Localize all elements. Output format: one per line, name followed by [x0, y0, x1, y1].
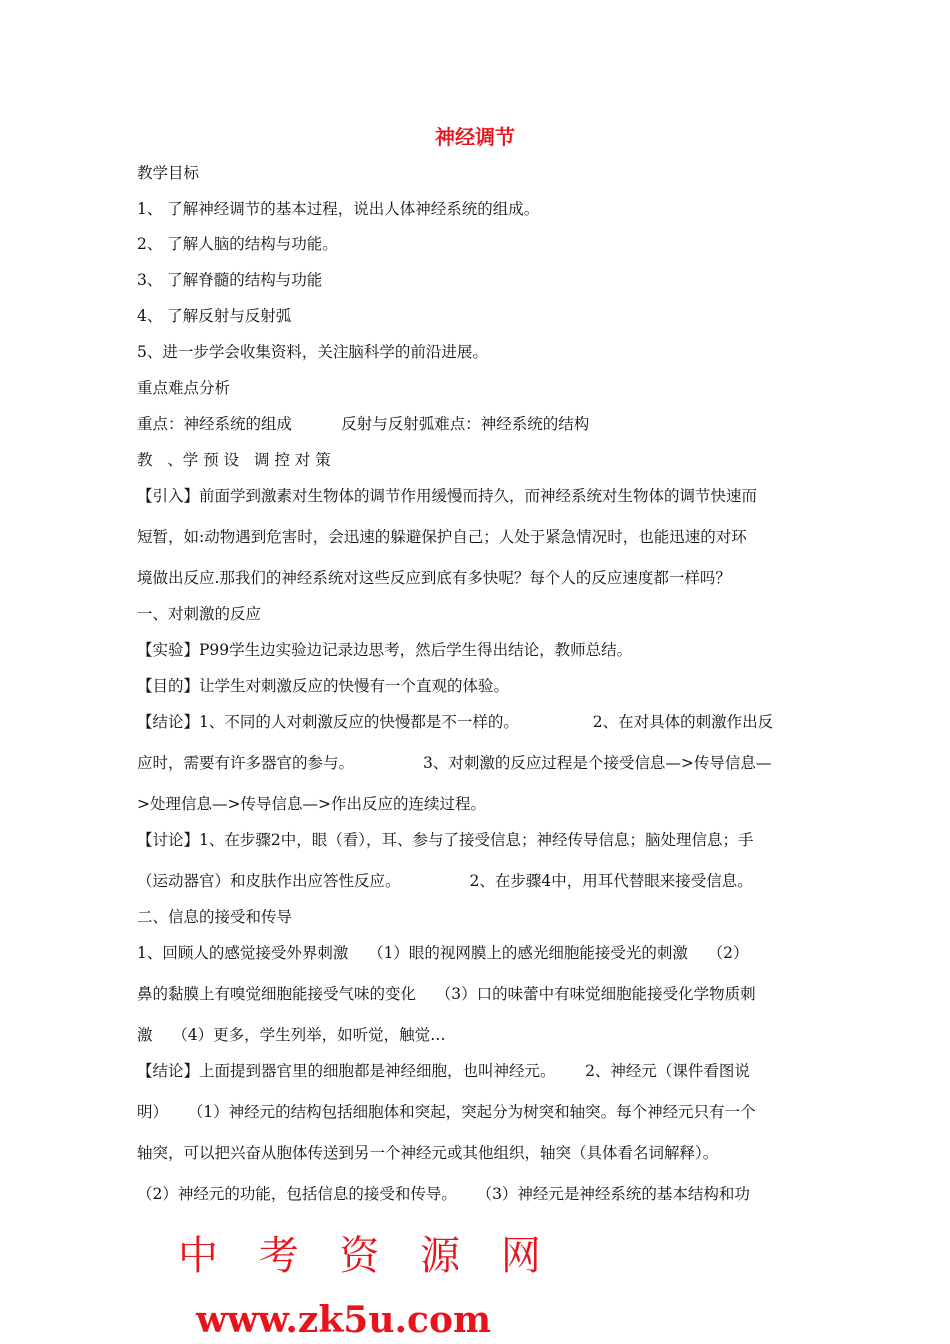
text-line: 重点：神经系统的组成 反射与反射弧难点：神经系统的结构 — [137, 415, 590, 433]
text-line: 教学目标 — [137, 164, 200, 182]
text-line: 3、 了解脊髓的结构与功能 — [137, 271, 323, 289]
text-line: 激 （4）更多，学生列举，如听觉，触觉… — [137, 1026, 446, 1044]
text-line: 短暂，如:动物遇到危害时，会迅速的躲避保护自己；人处于紧急情况时，也能迅速的对环 — [137, 528, 747, 546]
text-line: 【目的】让学生对刺激反应的快慢有一个直观的体验。 — [137, 677, 510, 695]
text-line: 4、 了解反射与反射弧 — [137, 307, 292, 325]
text-line: 【引入】前面学到激素对生物体的调节作用缓慢而持久，而神经系统对生物体的调节快速而 — [137, 487, 758, 505]
text-line: >处理信息—>传导信息—>作出反应的连续过程。 — [137, 795, 486, 813]
text-line: 二、信息的接受和传导 — [137, 908, 293, 926]
watermark-name: 中 考 资 源 网 — [178, 1233, 555, 1279]
text-line: 1、回顾人的感觉接受外界刺激 （1）眼的视网膜上的感光细胞能接受光的刺激 （2） — [137, 944, 749, 962]
text-line: （运动器官）和皮肤作出应答性反应。 2、在步骤4中，用耳代替眼来接受信息。 — [137, 872, 753, 890]
text-line: 一、对刺激的反应 — [137, 605, 262, 623]
text-line: 【结论】1、不同的人对刺激反应的快慢都是不一样的。 2、在对具体的刺激作出反 — [137, 713, 774, 731]
text-line: 境做出反应.那我们的神经系统对这些反应到底有多快呢？每个人的反应速度都一样吗？ — [137, 569, 731, 587]
page-title: 神经调节 — [435, 125, 515, 149]
text-line: 重点难点分析 — [137, 379, 231, 397]
text-line: 1、 了解神经调节的基本过程，说出人体神经系统的组成。 — [137, 200, 540, 218]
text-line: 教 、学 预 设 调 控 对 策 — [137, 451, 331, 469]
text-line: 轴突，可以把兴奋从胞体传送到另一个神经元或其他组织，轴突（具体看名词解释）。 — [137, 1144, 719, 1162]
text-line: 【结论】上面提到器官里的细胞都是神经细胞，也叫神经元。 2、神经元（课件看图说 — [137, 1062, 750, 1080]
text-line: （2）神经元的功能，包括信息的接受和传导。 （3）神经元是神经系统的基本结构和功 — [137, 1185, 750, 1203]
text-line: 鼻的黏膜上有嗅觉细胞能接受气味的变化 （3）口的味蕾中有味觉细胞能接受化学物质刺 — [137, 985, 756, 1003]
text-line: 【讨论】1、在步骤2中，眼（看），耳、参与了接受信息；神经传导信息；脑处理信息；手 — [137, 831, 754, 849]
text-line: 明） （1）神经元的结构包括细胞体和突起，突起分为树突和轴突。每个神经元只有一个 — [137, 1103, 756, 1121]
text-line: 【实验】P99学生边实验边记录边思考，然后学生得出结论，教师总结。 — [137, 641, 633, 659]
watermark-url: www.zk5u.com — [196, 1299, 492, 1341]
text-line: 应时，需要有许多器官的参与。 3、对刺激的反应过程是个接受信息—>传导信息— — [137, 754, 772, 772]
text-line: 5、进一步学会收集资料，关注脑科学的前沿进展。 — [137, 343, 488, 361]
text-line: 2、 了解人脑的结构与功能。 — [137, 235, 338, 253]
